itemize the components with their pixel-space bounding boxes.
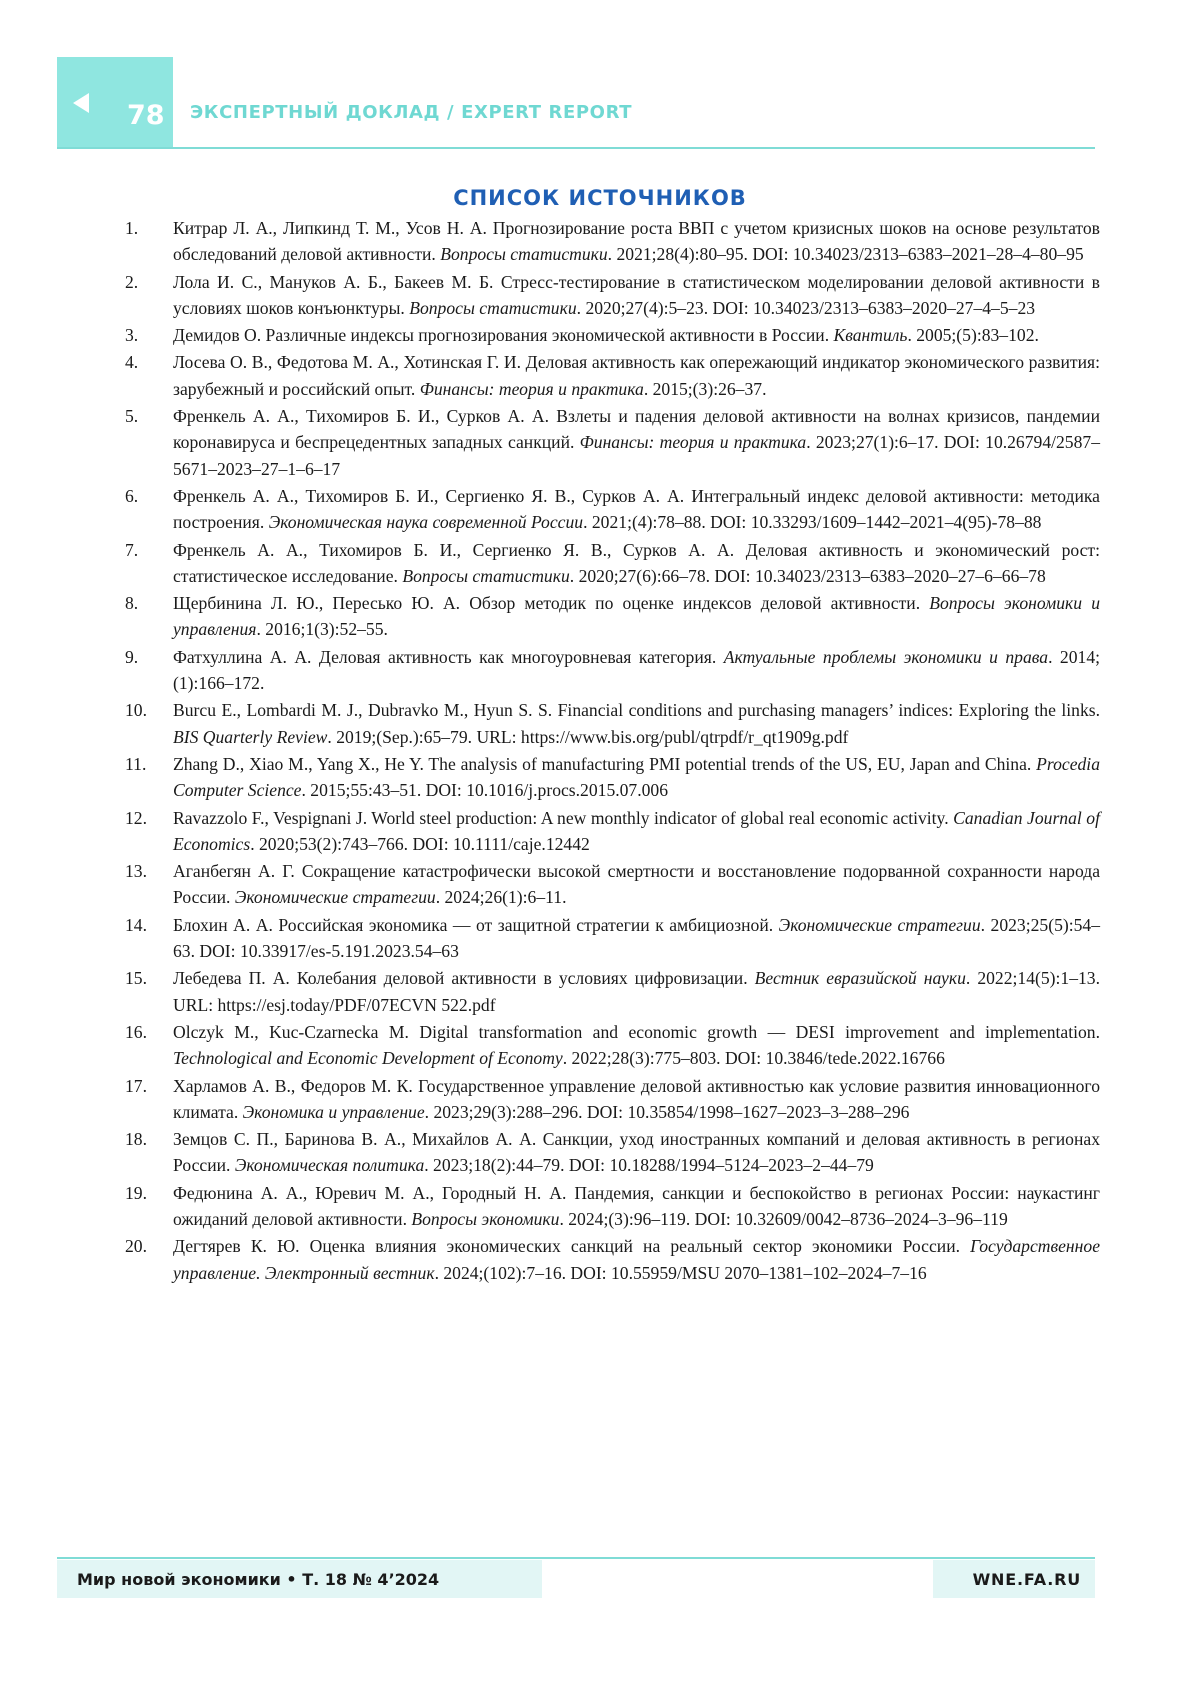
page-number: 78 — [127, 100, 165, 131]
reference-number: 9. — [125, 646, 139, 667]
reference-number: 18. — [125, 1129, 147, 1150]
reference-item — [125, 1073, 1100, 1126]
reference-details: . 2022;28(3):775–803. DOI: 10.3846/tede.2022.16766 — [562, 1048, 945, 1069]
reference-details: . 2020;53(2):743–766. DOI: 10.1111/caje.12442 — [250, 833, 590, 854]
reference-authors-title: Burcu E., Lombardi M. J., Dubravko M., Hyun S. S. Financial conditions and purchasing managers’ indices: Exploring the links. — [173, 700, 1100, 721]
reference-number: 5. — [125, 406, 139, 427]
page-number-block — [57, 57, 173, 149]
reference-journal: Актуальные проблемы экономики и права — [723, 646, 1049, 667]
reference-item — [125, 269, 1100, 322]
reference-journal: Вестник евразийской науки — [754, 968, 966, 989]
reference-journal: Procedia Computer Science — [173, 753, 1100, 801]
reference-authors-title: Федюнина А. А., Юревич М. А., Городный Н. А. Пандемия, санкции и беспокойство в регионах России: наукастинг ожиданий деловой активности. — [173, 1182, 1100, 1229]
reference-journal: Финансы: теория и практика — [579, 432, 807, 453]
reference-authors-title: Френкель А. А., Тихомиров Б. И., Сурков А. А. Взлеты и падения деловой активности на волнах кризисов, пандемии коронавируса и беспрецедентных западных санкций. — [173, 406, 1100, 453]
reference-details: . 2019;(Sep.):65–79. URL: https://www.bis.org/publ/qtrpdf/r_qt1909g.pdf — [327, 726, 849, 747]
reference-authors-title: Аганбегян А. Г. Сокращение катастрофически высокой смертности и восстановление подорванной сохранности народа России. — [173, 861, 1100, 908]
reference-authors-title: Дегтярев К. Ю. Оценка влияния экономических санкций на реальный сектор экономики России. — [173, 1236, 971, 1257]
reference-authors-title: Френкель А. А., Тихомиров Б. И., Сергиенко Я. В., Сурков А. А. Деловая активность и экономический рост: статистическое исследование. — [173, 539, 1100, 586]
reference-authors-title: Фатхуллина А. А. Деловая активность как многоуровневая категория. — [173, 646, 724, 667]
reference-authors-title: Харламов А. В., Федоров М. К. Государственное управление деловой активностью как условие развития инновационного климата. — [173, 1075, 1100, 1122]
reference-item — [125, 1019, 1100, 1072]
reference-item — [125, 805, 1100, 858]
reference-number: 3. — [125, 325, 139, 346]
reference-details: . 2014;(1):166–172. — [173, 646, 1101, 694]
footer-journal-info: Мир новой экономики • Т. 18 № 4’2024 — [77, 1570, 440, 1589]
reference-details: . 2016;1(3):52–55. — [256, 619, 388, 640]
reference-number: 17. — [125, 1075, 147, 1096]
reference-journal: Вопросы экономики и управления — [173, 593, 1100, 640]
reference-details: . 2024;(102):7–16. DOI: 10.55959/MSU 2070–1381–102–2024–7–16 — [434, 1262, 927, 1283]
reference-item — [125, 590, 1100, 643]
reference-details: . 2023;18(2):44–79. DOI: 10.18288/1994–5124–2023–2–44–79 — [424, 1155, 874, 1176]
footer-site-link[interactable]: WNE.FA.RU — [972, 1570, 1081, 1589]
reference-journal: Экономика и управление — [242, 1101, 425, 1122]
reference-journal: Technological and Economic Development of Economy — [173, 1048, 563, 1069]
reference-list — [125, 215, 1100, 1287]
reference-journal: Экономические стратегии — [778, 914, 981, 935]
reference-authors-title: Лебедева П. А. Колебания деловой активности в условиях цифровизации. — [173, 968, 755, 989]
reference-number: 14. — [125, 914, 147, 935]
reference-details: . 2024;26(1):6–11. — [435, 887, 567, 908]
reference-authors-title: Земцов С. П., Баринова В. А., Михайлов А. А. Санкции, уход иностранных компаний и деловая активность в регионах России. — [173, 1129, 1100, 1176]
footer-divider — [57, 1557, 1095, 1559]
reference-number: 19. — [125, 1182, 147, 1203]
reference-details: . 2023;29(3):288–296. DOI: 10.35854/1998–1627–2023–3–288–296 — [424, 1101, 910, 1122]
reference-details: . 2021;(4):78–88. DOI: 10.33293/1609–1442–2021–4(95)-78–88 — [583, 512, 1042, 533]
reference-item — [125, 1180, 1100, 1233]
reference-number: 10. — [125, 700, 147, 721]
reference-authors-title: Zhang D., Xiao M., Yang X., He Y. The analysis of manufacturing PMI potential trends of the US, EU, Japan and China. — [173, 753, 1037, 774]
reference-number: 1. — [125, 218, 139, 238]
reference-number: 8. — [125, 593, 139, 614]
reference-item — [125, 537, 1100, 590]
reference-item — [125, 697, 1100, 750]
reference-item — [125, 403, 1100, 482]
reference-item — [125, 858, 1100, 911]
reference-authors-title: Блохин А. А. Российская экономика — от защитной стратегии к амбициозной. — [173, 914, 779, 935]
reference-number: 4. — [125, 352, 139, 373]
reference-details: . 2020;27(4):5–23. DOI: 10.34023/2313–6383–2020–27–4–5–23 — [576, 297, 1036, 318]
header-divider — [57, 147, 1095, 149]
reference-journal: Вопросы статистики — [409, 297, 577, 318]
running-head: ЭКСПЕРТНЫЙ ДОКЛАД / EXPERT REPORT — [190, 102, 633, 123]
reference-number: 13. — [125, 861, 147, 882]
reference-item — [125, 483, 1100, 536]
reference-item — [125, 965, 1100, 1018]
reference-details: . 2023;27(1):6–17. DOI: 10.26794/2587–5671–2023–27–1–6–17 — [173, 432, 1100, 479]
reference-authors-title: Лосева О. В., Федотова М. А., Хотинская Г. И. Деловая активность как опережающий индикатор экономического развития: зарубежный и российский опыт. — [173, 352, 1100, 399]
reference-journal: Вопросы статистики — [440, 244, 608, 265]
reference-journal: Экономическая наука современной России — [268, 512, 584, 533]
reference-details: . 2015;(3):26–37. — [643, 378, 767, 399]
reference-number: 7. — [125, 539, 139, 560]
reference-journal: Государственное управление. Электронный вестник — [173, 1236, 1100, 1283]
reference-authors-title: Olczyk M., Kuc-Czarnecka M. Digital transformation and economic growth — DESI improvement and implementation. — [173, 1021, 1100, 1042]
reference-item — [125, 644, 1100, 697]
reference-details: . 2024;(3):96–119. DOI: 10.32609/0042–8736–2024–3–96–119 — [559, 1208, 1008, 1229]
reference-journal: Canadian Journal of Economics — [173, 807, 1100, 854]
reference-number: 15. — [125, 968, 147, 989]
reference-authors-title: Лола И. С., Мануков А. Б., Бакеев М. Б. Стресс-тестирование в статистическом моделировании деловой активности в условиях шоков конъюнктуры. — [173, 271, 1100, 318]
footer-journal-block — [57, 1560, 542, 1598]
reference-number: 16. — [125, 1021, 147, 1042]
reference-journal: Вопросы экономики — [411, 1208, 560, 1229]
reference-authors-title: Френкель А. А., Тихомиров Б. И., Сергиенко Я. В., Сурков А. А. Интегральный индекс деловой активности: методика построения. — [173, 485, 1100, 533]
reference-number: 2. — [125, 271, 139, 292]
reference-journal: Квантиль — [833, 325, 908, 346]
arrow-left-icon — [73, 93, 89, 113]
reference-details: . 2021;28(4):80–95. DOI: 10.34023/2313–6383–2021–28–4–80–95 — [607, 244, 1084, 265]
reference-item — [125, 1126, 1100, 1179]
section-title: СПИСОК ИСТОЧНИКОВ — [453, 186, 747, 210]
reference-item — [125, 1233, 1100, 1286]
reference-authors-title: Китрар Л. А., Липкинд Т. М., Усов Н. А. Прогнозирование роста ВВП с учетом кризисных шоков на основе результатов обследований деловой активности. — [173, 218, 1100, 265]
reference-details: . 2022;14(5):1–13. URL: https://esj.today/PDF/07ECVN 522.pdf — [173, 968, 1100, 1015]
reference-item — [125, 322, 1100, 348]
footer-site-block — [933, 1560, 1095, 1598]
reference-details: . 2015;55:43–51. DOI: 10.1016/j.procs.2015.07.006 — [301, 780, 669, 801]
reference-journal: BIS Quarterly Review — [173, 726, 328, 747]
reference-number: 12. — [125, 807, 147, 828]
reference-details: . 2005;(5):83–102. — [907, 325, 1039, 346]
reference-details: . 2023;25(5):54–63. DOI: 10.33917/es-5.191.2023.54–63 — [173, 914, 1101, 962]
reference-number: 6. — [125, 485, 139, 506]
reference-item — [125, 751, 1100, 804]
reference-item — [125, 349, 1100, 402]
reference-details: . 2020;27(6):66–78. DOI: 10.34023/2313–6383–2020–27–6–66–78 — [569, 565, 1046, 586]
reference-item — [125, 215, 1100, 268]
reference-authors-title: Ravazzolo F., Vespignani J. World steel production: A new monthly indicator of global real economic activity. — [173, 807, 954, 828]
reference-journal: Финансы: теория и практика — [419, 378, 644, 399]
reference-number: 11. — [125, 753, 147, 774]
reference-number: 20. — [125, 1236, 147, 1257]
reference-journal: Экономические стратегии — [234, 887, 436, 908]
reference-authors-title: Демидов О. Различные индексы прогнозирования экономической активности в России. — [173, 325, 834, 346]
reference-item — [125, 912, 1100, 965]
reference-authors-title: Щербинина Л. Ю., Пересько Ю. А. Обзор методик по оценке индексов деловой активности. — [173, 593, 930, 614]
reference-journal: Экономическая политика — [234, 1155, 425, 1176]
reference-journal: Вопросы статистики — [402, 565, 570, 586]
